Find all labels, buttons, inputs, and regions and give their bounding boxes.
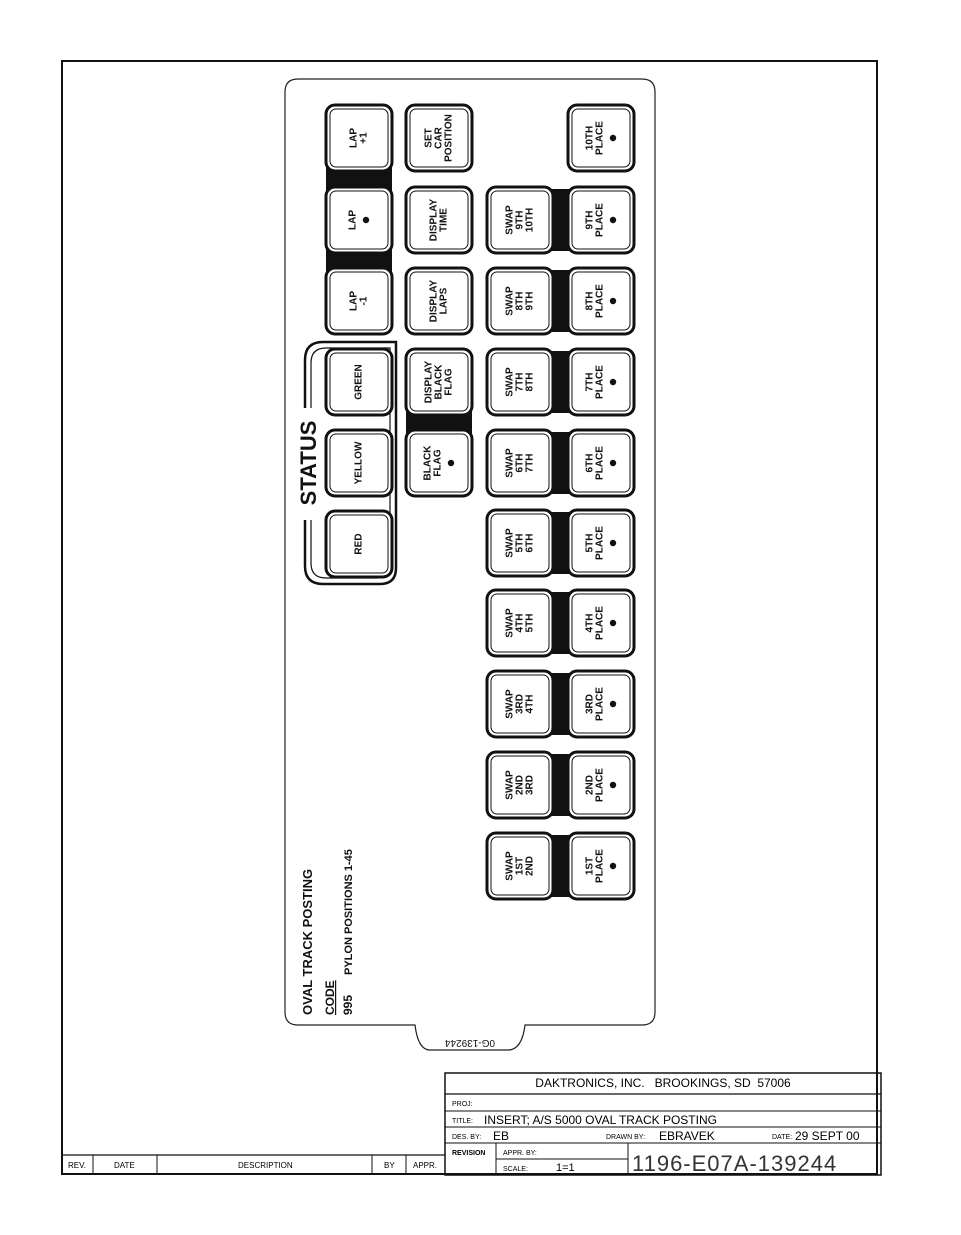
place-button-8-label-2: PLACE: [594, 284, 606, 318]
place-button-5-label-2: PLACE: [594, 526, 606, 560]
set-car-position-button-label-1: SET: [423, 128, 435, 148]
display-time-button-label-2: TIME: [438, 208, 450, 232]
swap-button-7-label-1: SWAP: [504, 367, 516, 397]
place-button-4-label-1: 4TH: [584, 613, 596, 633]
place-button-6-label-1: 6TH: [584, 453, 596, 473]
code-description: PYLON POSITIONS 1-45: [343, 849, 355, 975]
des-by-label: DES. BY:: [452, 1134, 482, 1141]
company-name: DAKTRONICS, INC. BROOKINGS, SD 57006: [535, 1076, 791, 1090]
display-black-flag-button-label-2: BLACK: [433, 364, 445, 400]
swap-button-6-label-1: SWAP: [504, 448, 516, 478]
date-header: DATE: [114, 1161, 135, 1170]
place-button-10-label-1: 10TH: [584, 125, 596, 151]
place-button-9-indicator-dot: [610, 217, 616, 223]
place-button-3-label-2: PLACE: [594, 687, 606, 721]
display-time-button[interactable]: [406, 187, 472, 253]
swap-button-5[interactable]: [487, 510, 553, 576]
lap-plus-one-button-label-2: +1: [358, 132, 370, 144]
lap-minus-one-button-label-1: LAP: [348, 291, 360, 311]
yellow-button-label-1: YELLOW: [353, 441, 365, 485]
display-time-button-label-1: DISPLAY: [428, 198, 440, 242]
drawn-by-label: DRAWN BY:: [606, 1134, 646, 1141]
swap-button-9[interactable]: [487, 187, 553, 253]
swap-button-8[interactable]: [487, 268, 553, 334]
place-button-2-indicator-dot: [610, 782, 616, 788]
place-button-9[interactable]: [568, 187, 634, 253]
red-button[interactable]: [326, 511, 392, 577]
swap-button-3-label-1: SWAP: [504, 689, 516, 719]
display-laps-button-label-1: DISPLAY: [428, 279, 440, 323]
place-button-10-label-2: PLACE: [594, 121, 606, 155]
swap-button-1-label-1: SWAP: [504, 851, 516, 881]
display-black-flag-button[interactable]: [406, 349, 472, 415]
swap-button-7-label-2: 7TH: [514, 372, 526, 392]
swap-button-3-label-3: 4TH: [524, 694, 536, 714]
place-button-7-label-1: 7TH: [584, 372, 596, 392]
place-button-4[interactable]: [568, 590, 634, 656]
title-value: INSERT; A/S 5000 OVAL TRACK POSTING: [484, 1113, 717, 1127]
place-button-7[interactable]: [568, 349, 634, 415]
set-car-position-button[interactable]: [406, 105, 472, 171]
swap-button-8-label-2: 8TH: [514, 291, 526, 311]
black-flag-button-indicator-dot: [448, 460, 454, 466]
title-block: [445, 1073, 881, 1176]
place-button-3-indicator-dot: [610, 701, 616, 707]
des-by-value: EB: [493, 1129, 510, 1143]
place-button-2-label-2: PLACE: [594, 768, 606, 802]
description-header: DESCRIPTION: [238, 1161, 293, 1170]
swap-button-7[interactable]: [487, 349, 553, 415]
swap-button-4-label-1: SWAP: [504, 608, 516, 638]
swap-button-1-label-2: 1ST: [514, 856, 526, 876]
status-label: STATUS: [296, 420, 321, 506]
place-button-10-indicator-dot: [610, 135, 616, 141]
scale-label: SCALE:: [503, 1166, 528, 1173]
swap-button-2-label-2: 2ND: [514, 774, 526, 796]
display-laps-button-label-2: LAPS: [438, 287, 450, 315]
lap-button-label-1: LAP: [347, 210, 359, 230]
swap-button-8-label-3: 9TH: [524, 291, 536, 311]
code-label: CODE: [323, 980, 337, 1015]
place-button-8-indicator-dot: [610, 298, 616, 304]
place-button-6-label-2: PLACE: [594, 446, 606, 480]
code-value: 995: [341, 994, 355, 1015]
appr-header: APPR.: [413, 1161, 438, 1170]
lap-button-indicator-dot: [363, 217, 369, 223]
place-button-7-indicator-dot: [610, 379, 616, 385]
swap-button-4-label-3: 5TH: [524, 613, 536, 633]
swap-button-5-label-2: 5TH: [514, 533, 526, 553]
place-button-6[interactable]: [568, 430, 634, 496]
black-flag-button[interactable]: [406, 430, 472, 496]
drawing-number: 1196-E07A-139244: [632, 1151, 838, 1176]
place-button-1-indicator-dot: [610, 863, 616, 869]
place-button-5[interactable]: [568, 510, 634, 576]
place-button-1-label-1: 1ST: [584, 856, 596, 876]
place-button-10[interactable]: [568, 105, 634, 171]
swap-button-4-label-2: 4TH: [514, 613, 526, 633]
place-button-5-indicator-dot: [610, 540, 616, 546]
revision-label: REVISION: [452, 1150, 486, 1157]
display-black-flag-button-label-3: FLAG: [443, 368, 455, 396]
swap-button-4[interactable]: [487, 590, 553, 656]
lap-plus-one-button-label-1: LAP: [348, 128, 360, 148]
place-button-5-label-1: 5TH: [584, 533, 596, 553]
swap-button-6-label-2: 6TH: [514, 453, 526, 473]
green-button-label-1: GREEN: [353, 364, 365, 400]
lap-minus-one-button-label-2: -1: [358, 296, 370, 306]
swap-button-7-label-3: 8TH: [524, 372, 536, 392]
place-button-9-label-2: PLACE: [594, 203, 606, 237]
swap-button-1[interactable]: [487, 833, 553, 899]
lap-minus-one-button[interactable]: [326, 268, 392, 334]
place-button-6-indicator-dot: [610, 460, 616, 466]
tab-code: 0G-139244: [444, 1037, 496, 1048]
footer-title: OVAL TRACK POSTING: [300, 868, 315, 1015]
display-laps-button[interactable]: [406, 268, 472, 334]
red-button-label-1: RED: [353, 533, 365, 555]
swap-button-6-label-3: 7TH: [524, 453, 536, 473]
place-button-3-label-1: 3RD: [584, 693, 596, 715]
drawn-by-value: EBRAVEK: [659, 1129, 715, 1143]
revision-block: [63, 1155, 445, 1175]
place-button-4-indicator-dot: [610, 620, 616, 626]
by-header: BY: [384, 1161, 395, 1170]
date-label: DATE:: [772, 1134, 793, 1141]
place-button-1[interactable]: [568, 833, 634, 899]
lap-plus-one-button[interactable]: [326, 105, 392, 171]
place-button-2-label-1: 2ND: [584, 774, 596, 796]
swap-button-2-label-1: SWAP: [504, 770, 516, 800]
display-black-flag-button-label-1: DISPLAY: [423, 360, 435, 404]
title-label: TITLE:: [452, 1118, 474, 1125]
set-car-position-button-label-3: POSITION: [443, 114, 455, 162]
proj-label: PROJ:: [452, 1101, 473, 1108]
swap-button-6[interactable]: [487, 430, 553, 496]
place-button-8-label-1: 8TH: [584, 291, 596, 311]
date-value: 29 SEPT 00: [795, 1129, 860, 1143]
place-button-9-label-1: 9TH: [584, 210, 596, 230]
scale-value: 1=1: [556, 1162, 575, 1174]
swap-button-9-label-2: 9TH: [514, 210, 526, 230]
swap-button-5-label-1: SWAP: [504, 528, 516, 558]
place-button-8[interactable]: [568, 268, 634, 334]
swap-button-1-label-3: 2ND: [524, 855, 536, 877]
yellow-button[interactable]: [326, 430, 392, 496]
place-button-7-label-2: PLACE: [594, 365, 606, 399]
green-button[interactable]: [326, 349, 392, 415]
appr-by-label: APPR. BY:: [503, 1150, 537, 1157]
swap-button-5-label-3: 6TH: [524, 533, 536, 553]
swap-button-8-label-1: SWAP: [504, 286, 516, 316]
swap-button-9-label-1: SWAP: [504, 205, 516, 235]
lap-button[interactable]: [326, 187, 392, 253]
place-button-1-label-2: PLACE: [594, 849, 606, 883]
swap-button-2-label-3: 3RD: [524, 774, 536, 796]
place-button-2[interactable]: [568, 752, 634, 818]
place-button-4-label-2: PLACE: [594, 606, 606, 640]
swap-button-2[interactable]: [487, 752, 553, 818]
place-button-3[interactable]: [568, 671, 634, 737]
swap-button-9-label-3: 10TH: [524, 207, 536, 233]
black-flag-button-label-1: BLACK: [422, 445, 434, 481]
swap-button-3[interactable]: [487, 671, 553, 737]
swap-button-3-label-2: 3RD: [514, 693, 526, 715]
black-flag-button-label-2: FLAG: [432, 449, 444, 477]
rev-header: REV.: [68, 1161, 86, 1170]
set-car-position-button-label-2: CAR: [433, 127, 445, 149]
